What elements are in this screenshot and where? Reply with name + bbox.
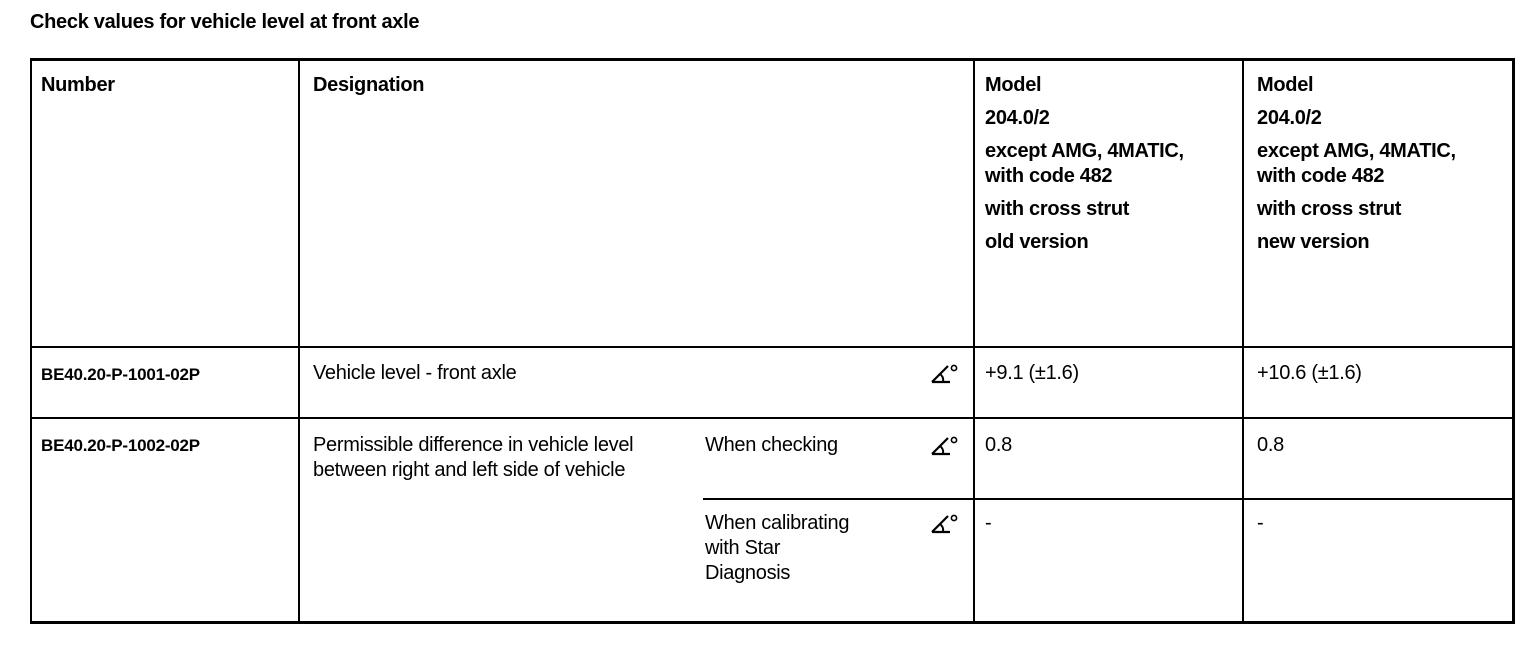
header-model-exceptions: except AMG, 4MATIC, with code 482 xyxy=(985,140,1184,187)
subrow-divider xyxy=(703,498,1515,500)
subrow-value-new: - xyxy=(1257,512,1264,534)
row-designation: Permissible difference in vehicle level between right and left side of vehicle xyxy=(313,434,634,481)
page-title: Check values for vehicle level at front axle xyxy=(30,11,420,33)
row-designation: Vehicle level - front axle xyxy=(313,362,517,384)
subrow-condition: When calibrating with Star Diagnosis xyxy=(705,512,850,584)
row-value-old: +9.1 (±1.6) xyxy=(985,362,1079,384)
header-model-code: 204.0/2 xyxy=(1257,107,1322,129)
subrow-value-old: 0.8 xyxy=(985,434,1012,456)
header-model-label: Model xyxy=(1257,74,1314,96)
header-model-strut: with cross strut xyxy=(1257,198,1402,220)
header-model-code: 204.0/2 xyxy=(985,107,1050,129)
row-number: BE40.20-P-1002-02P xyxy=(41,436,200,455)
table-border-right xyxy=(1512,58,1515,624)
header-model-old xyxy=(985,73,1184,263)
header-model-strut: with cross strut xyxy=(985,198,1130,220)
column-divider-1 xyxy=(298,58,300,624)
angle-degree-icon xyxy=(930,513,960,535)
header-model-exceptions: except AMG, 4MATIC, with code 482 xyxy=(1257,140,1456,187)
row-value-new: +10.6 (±1.6) xyxy=(1257,362,1362,384)
header-model-version: new version xyxy=(1257,231,1370,253)
header-designation: Designation xyxy=(313,74,425,96)
table-border-top xyxy=(30,58,1515,61)
header-divider xyxy=(30,346,1515,348)
column-divider-3 xyxy=(1242,58,1244,624)
row-divider xyxy=(30,417,1515,419)
subrow-condition: When checking xyxy=(705,434,838,456)
header-model-version: old version xyxy=(985,231,1089,253)
table-border-left xyxy=(30,58,32,624)
subrow-value-new: 0.8 xyxy=(1257,434,1284,456)
row-number: BE40.20-P-1001-02P xyxy=(41,365,200,384)
column-divider-2 xyxy=(973,58,975,624)
header-model-label: Model xyxy=(985,74,1042,96)
header-model-new xyxy=(1257,73,1456,263)
subrow-value-old: - xyxy=(985,512,992,534)
angle-degree-icon xyxy=(930,435,960,457)
angle-degree-icon xyxy=(930,363,960,385)
header-number: Number xyxy=(41,74,115,96)
table-border-bottom xyxy=(30,621,1515,624)
